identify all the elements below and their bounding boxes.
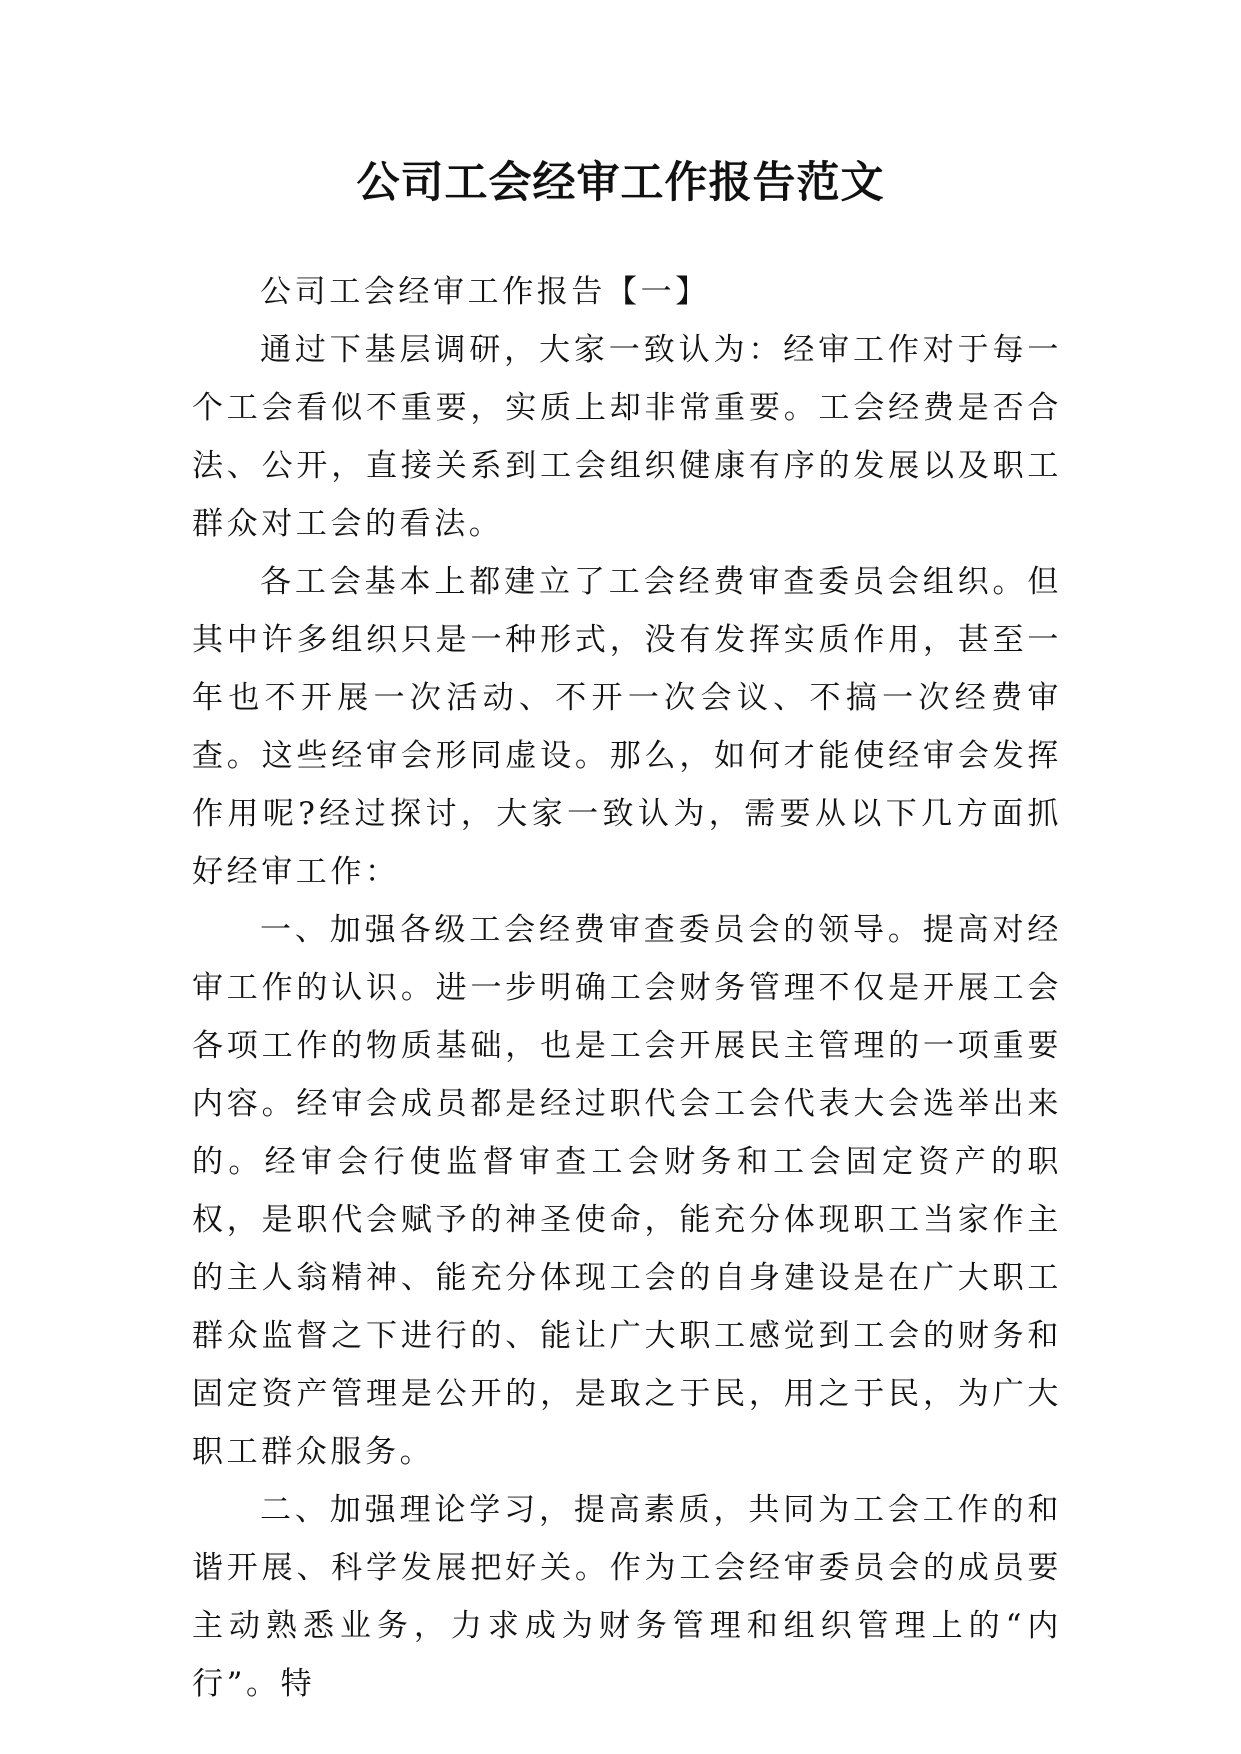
document-body [192, 263, 1062, 1713]
paragraph: 通过下基层调研，大家一致认为：经审工作对于每一个工会看似不重要，实质上却非常重要。工会经费是否合法、公开，直接关系到工会组织健康有序的发展以及职工群众对工会的看法。 [192, 332, 1062, 542]
document-title: 公司工会经审工作报告范文 [356, 158, 885, 208]
paragraph: 各工会基本上都建立了工会经费审查委员会组织。但其中许多组织只是一种形式，没有发挥实质作用，甚至一年也不开展一次活动、不开一次会议、不搞一次经费审查。这些经审会形同虚设。那么，如何才能使经审会发挥作用呢?经过探讨，大家一致认为，需要从以下几方面抓好经审工作： [192, 564, 1062, 890]
paragraph: 二、加强理论学习，提高素质，共同为工会工作的和谐开展、科学发展把好关。作为工会经审委员会的成员要主动熟悉业务，力求成为财务管理和组织管理上的“内行”。特 [192, 1492, 1062, 1702]
paragraph: 一、加强各级工会经费审查委员会的领导。提高对经审工作的认识。进一步明确工会财务管理不仅是开展工会各项工作的物质基础，也是工会开展民主管理的一项重要内容。经审会成员都是经过职代会工会代表大会选举出来的。经审会行使监督审查工会财务和工会固定资产的职权，是职代会赋予的神圣使命，能充分体现职工当家作主的主人翁精神、能充分体现工会的自身建设是在广大职工群众监督之下进行的、能让广大职工感觉到工会的财务和固定资产管理是公开的，是取之于民，用之于民，为广大职工群众服务。 [192, 912, 1062, 1470]
section-heading: 公司工会经审工作报告【一】 [260, 274, 710, 310]
